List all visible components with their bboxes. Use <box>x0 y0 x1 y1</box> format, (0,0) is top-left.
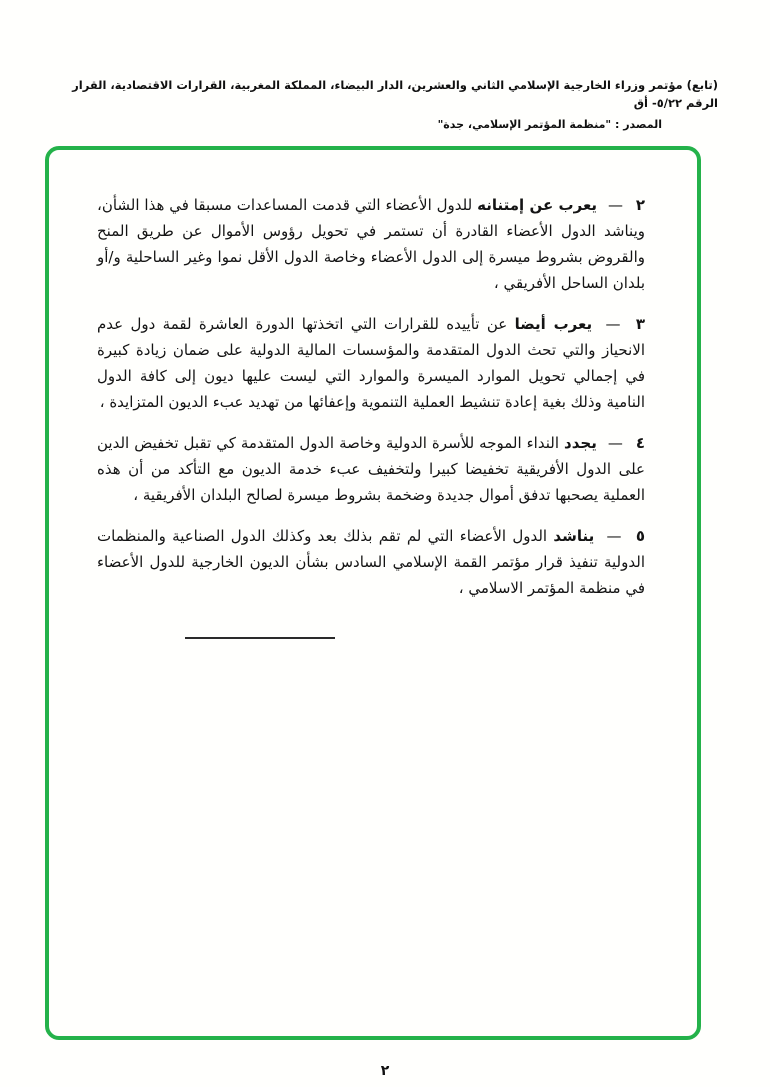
document-header <box>50 76 718 131</box>
clause-number: ٢ <box>635 196 645 214</box>
clause-lead: يجدد <box>564 434 597 452</box>
clause-number: ٤ <box>635 434 646 452</box>
clause-lead: يعرب عن إمتنانه <box>477 196 598 214</box>
clause-lead: يعرب أيضا <box>514 315 593 333</box>
clause-number: ٣ <box>635 315 645 333</box>
clause-2 <box>97 192 645 296</box>
page-number: ٢ <box>380 1063 390 1079</box>
clause-dash: — <box>606 527 622 545</box>
clause-lead: يناشد <box>553 527 595 545</box>
resolution-clauses <box>97 192 645 639</box>
clause-text: للدول الأعضاء التي قدمت المساعدات مسبقا في هذا الشأن، ويناشد الدول الأعضاء القادرة أن تستمر في تحويل رؤوس الأموال عن طريق المنح والقروض بشروط ميسرة إلى الدول الأعضاء وخاصة الدول الأقل نموا وغير الساحلية و/أو بلدان الساحل الأفريقي ، <box>97 196 645 292</box>
header-title: (تابع) مؤتمر وزراء الخارجية الإسلامي الثاني والعشرين، الدار البيضاء، المملكة المغربية، القرارات الاقتصادية، القرار الرقم ٥/٢٢- أق <box>72 78 718 111</box>
clause-5 <box>97 523 645 601</box>
clause-number: ٥ <box>635 527 645 545</box>
clause-text: عن تأييده للقرارات التي اتخذتها الدورة العاشرة لقمة دول عدم الانحياز والتي تحث الدول المتقدمة والمؤسسات المالية الدولية على ضمان زيادة كبيرة في إجمالي تحويل الموارد الميسرة والموارد التي ليست عليها ديون إلى كافة الدول النامية وذلك بغية إعادة تنشيط العملية التنموية وإعفائها من تهديد عبء الديون المتزايدة ، <box>97 315 645 411</box>
clause-text: النداء الموجه للأسرة الدولية وخاصة الدول المتقدمة كي تقبل تخفيض الدين على الدول الأفريقية تخفيضا كبيرا ولتخفيف عبء خدمة الديون مع التأكد من أن هذه العملية يصحبها تدفق أموال جديدة وضخمة بشروط ميسرة لصالح البلدان الأفريقية ، <box>97 434 645 504</box>
header-source: المصدر : "منظمة المؤتمر الإسلامي، جدة" <box>437 117 662 131</box>
clause-dash: — <box>607 434 623 452</box>
clause-4 <box>97 430 645 508</box>
clause-dash: — <box>605 315 621 333</box>
clause-3 <box>97 311 645 415</box>
clause-text: الدول الأعضاء التي لم تقم بذلك بعد وكذلك الدول الصناعية والمنظمات الدولية تنفيذ قرار مؤتمر القمة الإسلامي السادس بشأن الديون الخارجية للدول الأعضاء في منظمة المؤتمر الاسلامي ، <box>97 527 645 597</box>
content-border-box <box>45 146 701 1040</box>
end-rule <box>185 637 335 639</box>
clause-dash: — <box>607 196 623 214</box>
